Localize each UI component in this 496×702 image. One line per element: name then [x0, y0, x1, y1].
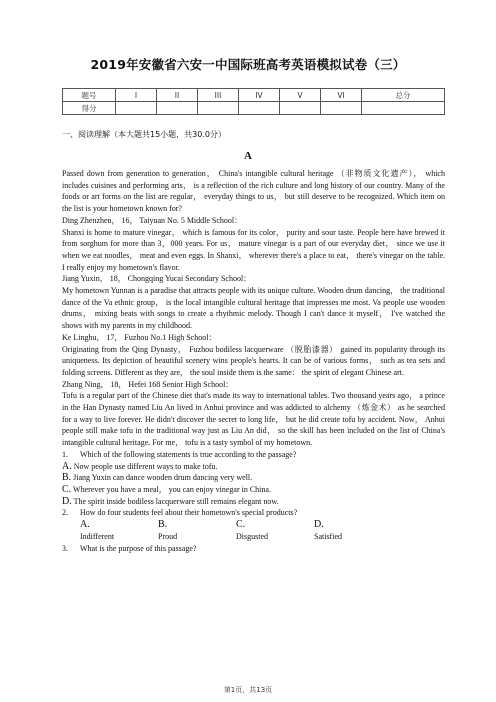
options-row-2 — [80, 519, 445, 542]
speaker-line: Jiang Yuxin， 18， Chongqing Yucai Secondary School： — [62, 274, 252, 284]
score-table-score-row — [63, 102, 445, 115]
page-footer: 第1页，共13页 — [223, 686, 273, 694]
passage-body — [62, 168, 445, 554]
score-blank — [157, 102, 198, 115]
option-2a[interactable]: A. Indifferent — [80, 519, 115, 541]
question-1: 1. Which of the following statements is true according to the passage? — [62, 449, 297, 459]
score-cell: VI — [321, 89, 362, 102]
option-2c[interactable]: C. Disgusted — [236, 519, 268, 541]
passage-letter: A — [244, 150, 252, 162]
score-cell: III — [198, 89, 239, 102]
question-3: 3. What is the purpose of this passage? — [62, 543, 197, 553]
paragraph: Originating from the Qing Dynasty， Fuzhou bodiless lacquerware （脱胎漆器） gained its popularity through its uniqueness. Its depiction of beautiful scenery wins people's hearts. It can be of various forms， such as tea sets and folding screens. Different as they are， the soul inside them is the same： the spirit of elegant Chinese art. — [62, 344, 445, 377]
score-cell: I — [116, 89, 157, 102]
score-cell: 题号 — [63, 89, 116, 102]
speaker-line: Ding Zhenzhen， 16， Taiyuan No. 5 Middle School： — [62, 215, 243, 225]
paragraph: Tofu is a regular part of the Chinese diet that's made its way to international tables. Two thousand years ago， a prince in the Han Dynasty named Liu An lived in Anhui province and was addicted to alchemy （炼金术） as he searched for a way to live forever. He didn't discover the secret to long life， but he did create tofu by accident. Now， Anhui people still make tofu in the traditional way just as Liu An did， so the skill has been included on the list of China's intangible cultural heritage. For me， tofu is a tasty symbol of my hometown. — [62, 391, 445, 448]
option-2d[interactable]: D. Satisfied — [314, 519, 342, 541]
score-cell: II — [157, 89, 198, 102]
score-blank — [280, 102, 321, 115]
option-1b[interactable]: B. Jiang Yuxin can dance wooden drum dancing very well. — [62, 472, 253, 484]
score-blank — [239, 102, 280, 115]
score-blank — [321, 102, 362, 115]
paragraph: Passed down from generation to generation， China's intangible cultural heritage （非物质文化遗产）， which includes cuisines and performing arts， is a reflection of the rich culture and long history of our country. Many of the foods or art forms on the list are regular， everyday things to us， but still deserve to be recognized. Which item on the list is your hometown known for? — [62, 169, 445, 214]
score-blank — [198, 102, 239, 115]
option-1a[interactable]: A. Now people use different ways to make tofu. — [62, 460, 218, 472]
page-title: 2019年安徽省六安一中国际班高考英语模拟试卷（三） — [90, 57, 406, 72]
score-cell: V — [280, 89, 321, 102]
option-1d[interactable]: D. The spirit inside bodiless lacquerware still remains elegant now. — [62, 495, 279, 507]
speaker-line: Zhang Ning， 18， Hefei 168 Senior High School： — [62, 379, 234, 389]
paragraph: Shanxi is home to mature vinegar， which is famous for its color， purity and sour taste. People here have brewed it from sorghum for more than 3，000 years. For us， mature vinegar is a part of our everyday diet， since we use it when we eat noodles， meat and even eggs. In Shanxi， wherever there's a place to eat， there's vinegar on the table. I really enjoy my hometown's flavor. — [62, 227, 445, 272]
score-table-header-row — [63, 89, 445, 102]
score-cell: 总分 — [362, 89, 445, 102]
speaker-line: Ke Linghu， 17， Fuzhou No.1 High School： — [62, 332, 217, 342]
score-cell: IV — [239, 89, 280, 102]
score-blank — [362, 102, 445, 115]
paragraph: My hometown Yunnan is a paradise that attracts people with its unique culture. Wooden drum dancing， the traditional dance of the Va ethnic group， is the local intangible cultural heritage that impresses me most. Va people use wooden drums， mixing beats with songs to create a rhythmic melody. Though I can't dance it myself， I've watched the shows with my parents in my childhood. — [62, 286, 445, 331]
score-table — [62, 88, 445, 115]
option-2b[interactable]: B. Proud — [158, 519, 178, 541]
section-heading: 一、阅读理解（本大题共15小题，共30.0分） — [62, 130, 226, 139]
question-2: 2. How do four students feel about their hometown's special products? — [62, 508, 298, 518]
option-1c[interactable]: C. Wherever you have a meal， you can enjoy vinegar in China. — [62, 483, 271, 495]
score-blank — [116, 102, 157, 115]
score-row-label: 得分 — [63, 102, 116, 115]
